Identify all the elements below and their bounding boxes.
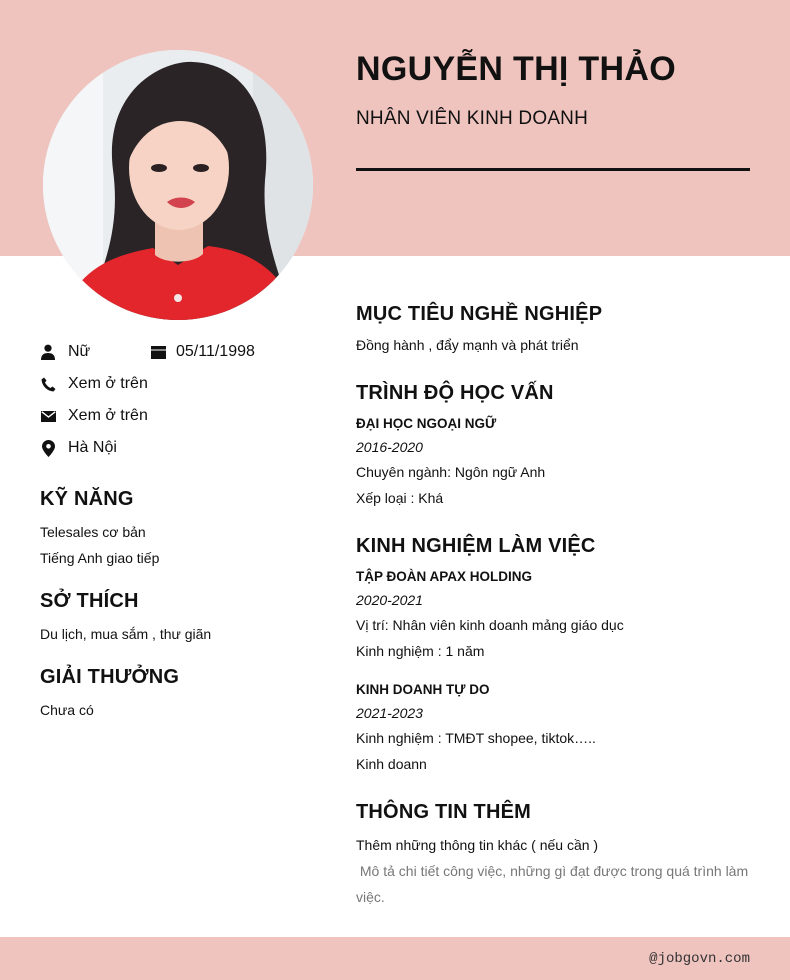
- education-heading: TRÌNH ĐỘ HỌC VẤN: [356, 382, 554, 404]
- phone-icon: [40, 376, 56, 392]
- mail-icon: [40, 408, 56, 424]
- additional-hint: Mô tả chi tiết công việc, những gì đạt được trong quá trình làm việc.: [356, 863, 753, 905]
- skill-item: Tiếng Anh giao tiếp: [40, 550, 160, 566]
- school-name: ĐẠI HỌC NGOẠI NGỮ: [356, 416, 497, 431]
- hobbies-heading: SỞ THÍCH: [40, 590, 139, 612]
- job-detail: Kinh nghiệm : 1 năm: [356, 643, 485, 659]
- dob-value: 05/11/1998: [176, 343, 255, 360]
- address-value: Hà Nội: [68, 439, 117, 456]
- contact-address: [40, 438, 117, 458]
- title-divider: [356, 168, 750, 171]
- contact-dob: [150, 342, 255, 362]
- experience-heading: KINH NGHIỆM LÀM VIỆC: [356, 535, 596, 557]
- location-pin-icon: [40, 440, 56, 456]
- awards-text: Chưa có: [40, 702, 94, 718]
- job-company: KINH DOANH TỰ DO: [356, 682, 490, 697]
- person-icon: [40, 344, 56, 360]
- objective-text: Đồng hành , đẩy mạnh và phát triển: [356, 337, 579, 353]
- calendar-icon: [150, 344, 166, 360]
- skill-item: Telesales cơ bản: [40, 524, 146, 540]
- contact-phone: [40, 374, 148, 394]
- objective-heading: MỤC TIÊU NGHỀ NGHIỆP: [356, 303, 603, 325]
- education-grade: Xếp loại : Khá: [356, 490, 444, 506]
- job-period: 2020-2021: [356, 592, 423, 608]
- job-company: TẬP ĐOÀN APAX HOLDING: [356, 569, 533, 584]
- email-value: Xem ở trên: [68, 407, 148, 424]
- footer-site-link[interactable]: @jobgovn.com: [649, 951, 750, 967]
- job-period: 2021-2023: [356, 705, 423, 721]
- job-detail: Kinh doann: [356, 756, 427, 772]
- profile-photo-illustration: [43, 50, 313, 320]
- profile-photo: [43, 50, 313, 320]
- hobbies-text: Du lịch, mua sắm , thư giãn: [40, 626, 212, 642]
- job-detail: Kinh nghiệm : TMĐT shopee, tiktok…..: [356, 730, 596, 746]
- gender-value: Nữ: [68, 343, 91, 360]
- contact-gender: [40, 342, 90, 362]
- phone-value: Xem ở trên: [68, 375, 148, 392]
- education-major: Chuyên ngành: Ngôn ngữ Anh: [356, 464, 546, 480]
- candidate-name: NGUYỄN THỊ THẢO: [356, 50, 676, 88]
- skills-heading: KỸ NĂNG: [40, 488, 134, 510]
- contact-email: [40, 406, 148, 426]
- additional-text: Thêm những thông tin khác ( nếu cần ): [356, 837, 599, 853]
- job-title: NHÂN VIÊN KINH DOANH: [356, 108, 589, 129]
- awards-heading: GIẢI THƯỞNG: [40, 666, 180, 688]
- education-period: 2016-2020: [356, 439, 423, 455]
- job-detail: Vị trí: Nhân viên kinh doanh mảng giáo dục: [356, 617, 624, 633]
- additional-heading: THÔNG TIN THÊM: [356, 801, 532, 823]
